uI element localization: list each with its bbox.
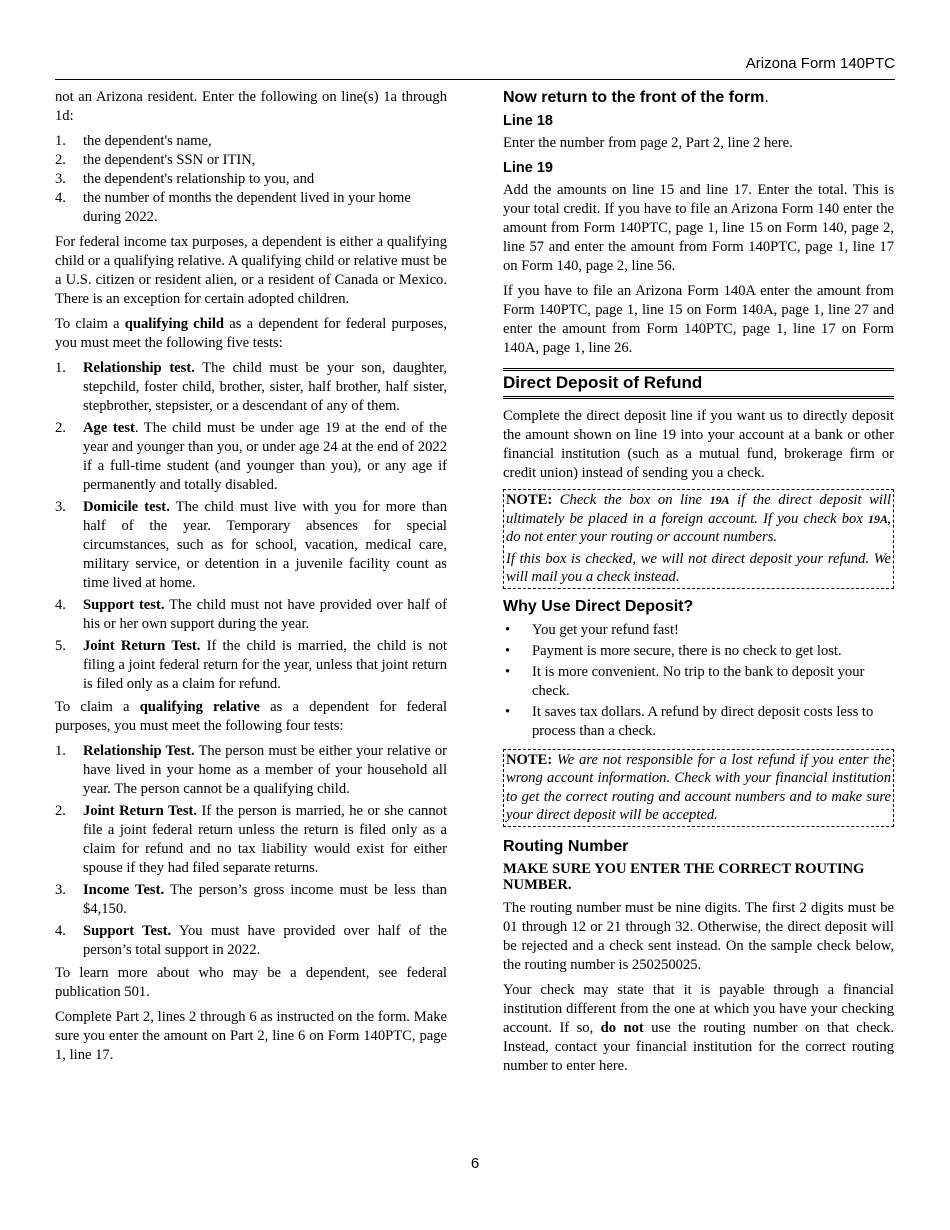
line-19-text-2: If you have to file an Arizona Form 140A enter the amount from Form 140PTC, page 1, line 15 on Form 140A, page 1, line 27 and enter the amount from Form 140PTC, page 1, line 17 on Form 140A, page 1, line 26.: [503, 283, 894, 356]
list-item: 2. the dependent's SSN or ITIN,: [55, 152, 256, 168]
list-item: 2. Joint Return Test. If the person is married, he or she cannot file a joint federal return unless the return is filed only as a claim for refund and no tax liability would exist for either spouse if they had filed separate returns.: [55, 803, 447, 876]
qualifying-child-tests: [55, 359, 447, 694]
page-number: 6: [470, 1155, 480, 1172]
line-items-list: [55, 132, 447, 227]
complete-part2-paragraph: Complete Part 2, lines 2 through 6 as instructed on the form. Make sure you enter the amount on Part 2, line 6 on Form 140PTC, page 1, line 17.: [55, 1009, 447, 1063]
qualifying-relative-tests: [55, 742, 447, 960]
list-item: 1. Relationship test. The child must be your son, daughter, stepchild, foster child, brother, sister, half brother, half sister, stepbrother, stepsister, or a descendant of any of them.: [55, 360, 447, 414]
routing-number-heading: Routing Number: [503, 837, 629, 855]
line-18-heading: Line 18: [503, 113, 553, 129]
routing-warning: MAKE SURE YOU ENTER THE CORRECT ROUTING NUMBER.: [503, 860, 865, 893]
form-title: Arizona Form 140PTC: [745, 55, 895, 72]
list-item: 4. Support Test. You must have provided over half of the person’s total support in 2022.: [55, 923, 448, 958]
benefits-list: [503, 621, 894, 741]
list-item: 3. Income Test. The person’s gross income must be less than $4,150.: [55, 882, 447, 917]
list-item: • You get your refund fast!: [505, 621, 679, 638]
list-item: • It saves tax dollars. A refund by direct deposit costs less to process than a check.: [505, 703, 874, 739]
line-18-text: Enter the number from page 2, Part 2, line 2 here.: [503, 135, 793, 151]
qualifying-child-intro: To claim a qualifying child as a dependent for federal purposes, you must meet the following five tests:: [55, 316, 447, 351]
direct-deposit-text: Complete the direct deposit line if you want us to directly deposit the amount shown on line 19 into your account at a bank or other financial institution (such as a mutual fund, brokerage firm or credit union) instead of sending you a check.: [503, 408, 894, 481]
routing-text-2: Your check may state that it is payable through a financial institution different from the one at which you have your checking account. If so, do not use the routing number on that check. Instead, contact your financial institution for the correct routing number to enter here.: [503, 981, 894, 1074]
return-heading: Now return to the front of the form.: [503, 89, 769, 106]
direct-deposit-heading: Direct Deposit of Refund: [503, 368, 894, 399]
federal-paragraph: For federal income tax purposes, a dependent is either a qualifying child or a qualifying relative. A qualifying child or relative must be a U.S. citizen or resident alien, or a resident of Canada or Mexico. There is an exception for certain adopted children.: [55, 234, 447, 307]
right-column: [503, 88, 894, 1082]
list-item: 1. Relationship Test. The person must be either your relative or have lived in your home as a member of your household all year. The person cannot be a qualifying child.: [55, 743, 447, 797]
line-19-text-1: Add the amounts on line 15 and line 17. Enter the total. This is your total credit. If you have to file an Arizona Form 140 enter the amount from Form 140PTC, page 1, line 15 on Form 140, page 2, line 57 and enter the amount from Form 140PTC, page 1, line 17 on Form 140, page 2, line 56.: [503, 182, 894, 274]
list-item: 3. the dependent's relationship to you, and: [55, 171, 315, 187]
routing-text-1: The routing number must be nine digits. The first 2 digits must be 01 through 12 or 21 through 32. Otherwise, the direct deposit will be rejected and a check sent instead. On the sample check below, the routing number is 250250025.: [503, 899, 894, 973]
list-item: 5. Joint Return Test. If the child is married, the child is not filing a joint federal return for the year, unless that joint return is filed only as a claim for refund.: [55, 638, 447, 692]
left-column: [55, 88, 447, 1071]
list-item: 4. Support test. The child must not have provided over half of his or her own support during the year.: [55, 597, 447, 632]
learn-more-paragraph: To learn more about who may be a dependent, see federal publication 501.: [55, 965, 447, 1000]
why-direct-deposit-heading: Why Use Direct Deposit?: [503, 597, 694, 615]
foreign-account-note: NOTE: Check the box on line 19A if the direct deposit will ultimately be placed in a foreign account. If you check box 19A, do not enter your routing or account numbers. If this box is checked, we will not direct deposit your refund. We will mail you a check instead.: [503, 489, 894, 589]
liability-note: NOTE: We are not responsible for a lost refund if you enter the wrong account information. Check with your financial institution to get the correct routing and account numbers and to make sure your direct deposit will be accepted.: [503, 749, 894, 827]
list-item: 3. Domicile test. The child must live with you for more than half of the year. Temporary absences for special circumstances, such as for school, vacation, medical care, military service, or detention in a juvenile facility count as time lived at home.: [55, 499, 447, 591]
qualifying-relative-intro: To claim a qualifying relative as a dependent for federal purposes, you must meet the following four tests:: [55, 699, 448, 734]
list-item: 2. Age test. The child must be under age 19 at the end of the year and younger than you, or under age 24 at the end of 2022 if a full-time student (and younger than you), or any age if permanently and totally disabled.: [55, 420, 448, 493]
page-header: [55, 55, 895, 80]
list-item: 4. the number of months the dependent lived in your home during 2022.: [55, 190, 411, 225]
intro-paragraph: not an Arizona resident. Enter the following on line(s) 1a through 1d:: [55, 89, 447, 124]
list-item: 1. the dependent's name,: [55, 133, 212, 149]
list-item: • Payment is more secure, there is no check to get lost.: [505, 642, 842, 659]
line-19-heading: Line 19: [503, 160, 553, 176]
list-item: • It is more convenient. No trip to the bank to deposit your check.: [505, 663, 865, 699]
